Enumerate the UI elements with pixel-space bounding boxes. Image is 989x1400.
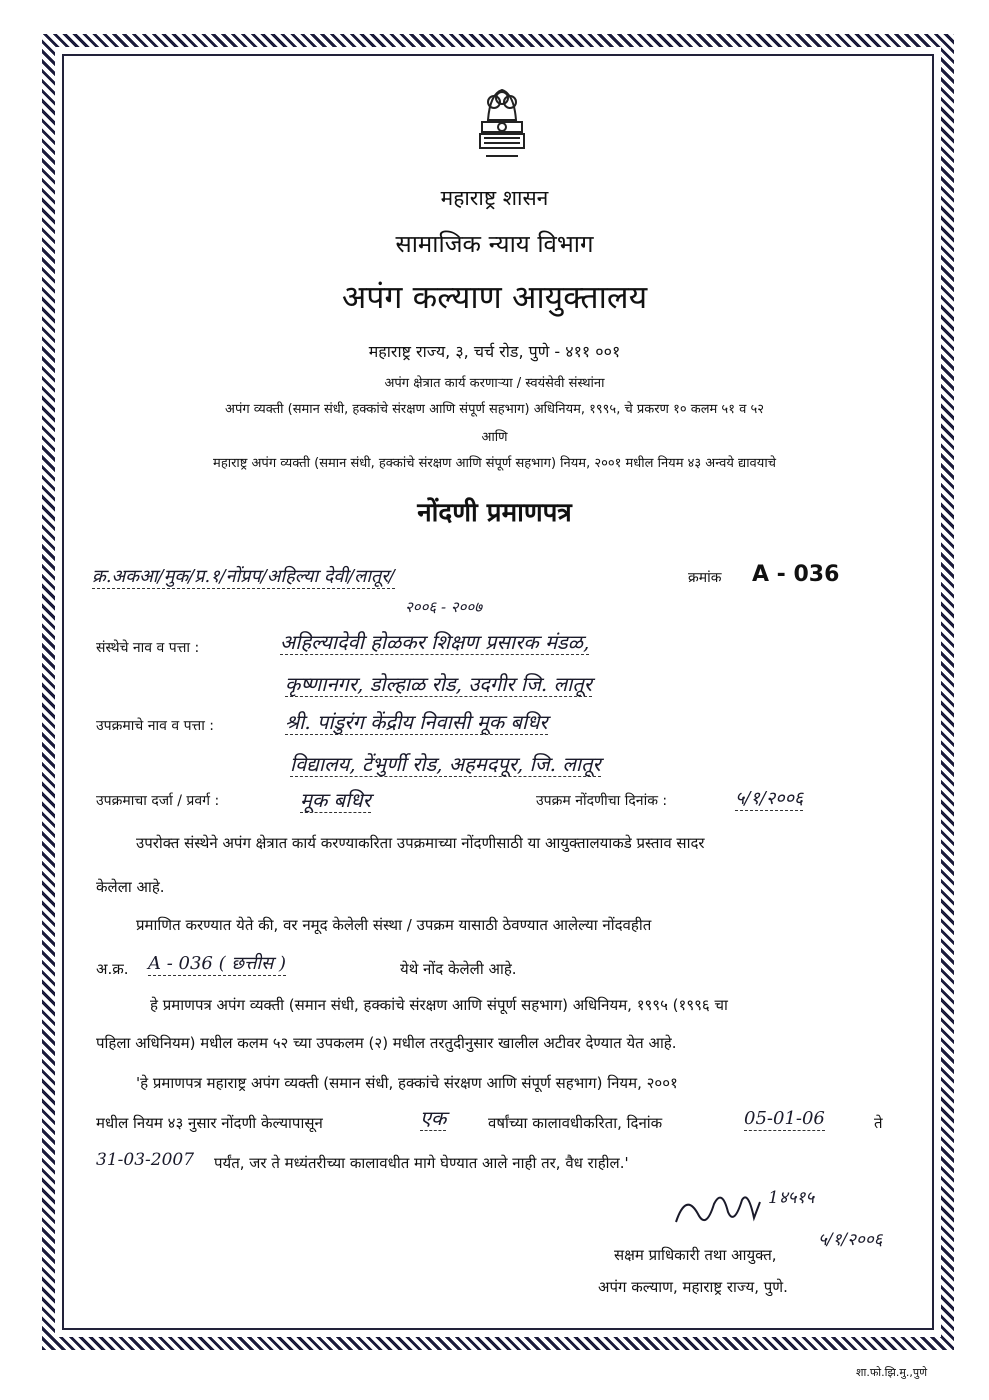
reference-number: क्र.अकआ/मुक/प्र.१/नोंप्रप/अहिल्या देवी/लातूर/ — [92, 566, 395, 587]
designation-line-2: अपंग कल्याण, महाराष्ट्र राज्य, पुणे. — [598, 1278, 788, 1296]
department-heading: सामाजिक न्याय विभाग — [395, 230, 594, 258]
designation-line-1: सक्षम प्राधिकारी तथा आयुक्त, — [614, 1246, 777, 1264]
paragraph-4-line-3: पर्यंत, जर ते मध्यंतरीच्या कालावधीत मागे घेण्यात आले नाही तर, वैध राहील.' — [214, 1154, 629, 1172]
national-emblem-icon — [470, 80, 534, 168]
paragraph-4-line-2-mid: वर्षांच्या कालावधीकरिता, दिनांक — [488, 1114, 663, 1132]
paragraph-3-line-2: पहिला अधिनियम) मधील कलम ५२ च्या उपकलम (२) मधील तरतुदीनुसार खालील अटीवर देण्यात येत आहे. — [96, 1034, 677, 1052]
paragraph-4-line-1: 'हे प्रमाणपत्र महाराष्ट्र अपंग व्यक्ती (समान संधी, हक्कांचे संरक्षण आणि संपूर्ण सहभाग) नियम, २००१ — [136, 1074, 678, 1092]
program-address: विद्यालय, टेंभुर्णी रोड, अहमदपूर, जि. लातूर — [290, 752, 601, 776]
preamble-line-3: आणि — [481, 430, 508, 445]
serial-label: क्रमांक — [688, 570, 722, 586]
validity-start-date: 05-01-06 — [744, 1108, 825, 1129]
office-heading: अपंग कल्याण आयुक्तालय — [341, 278, 648, 316]
paragraph-4-line-2-suffix: ते — [874, 1114, 883, 1132]
signature-note: 1४५१५ — [768, 1188, 815, 1208]
reference-year: २००६ - २००७ — [405, 598, 483, 616]
validity-end-date: 31-03-2007 — [96, 1150, 195, 1170]
registration-date-label: उपक्रम नोंदणीचा दिनांक : — [536, 793, 668, 809]
institution-label: संस्थेचे नाव व पत्ता : — [96, 640, 200, 656]
preamble-line-2: अपंग व्यक्ती (समान संधी, हक्कांचे संरक्षण आणि संपूर्ण सहभाग) अधिनियम, १९९५, चे प्रकरण १० कलम ५१ व ५२ — [225, 402, 764, 417]
paragraph-3-line-1: हे प्रमाणपत्र अपंग व्यक्ती (समान संधी, हक्कांचे संरक्षण आणि संपूर्ण सहभाग) अधिनियम, १९९५ (१९९६ चा — [150, 996, 728, 1014]
registration-date-value: ५/१/२००६ — [735, 788, 804, 809]
institution-name: अहिल्यादेवी होळकर शिक्षण प्रसारक मंडळ, — [280, 630, 590, 654]
serial-number: A - 036 — [752, 562, 840, 587]
validity-years: एक — [420, 1106, 447, 1130]
preamble-line-4: महाराष्ट्र अपंग व्यक्ती (समान संधी, हक्कांचे संरक्षण आणि संपूर्ण सहभाग) नियम, २००१ मधील नियम ४३ अन्वये द्यावयाचे — [213, 456, 776, 471]
category-value: मूक बधिर — [300, 788, 371, 812]
office-address: महाराष्ट्र राज्य, ३, चर्च रोड, पुणे - ४११ ००१ — [368, 342, 621, 361]
category-label: उपक्रमाचा दर्जा / प्रवर्ग : — [96, 793, 220, 809]
printer-imprint: शा.फो.झि.मु.,पुणे — [856, 1366, 928, 1379]
paragraph-2-line-1: प्रमाणित करण्यात येते की, वर नमूद केलेली संस्था / उपक्रम यासाठी ठेवण्यात आलेल्या नोंदवहीत — [136, 916, 652, 934]
certificate-title: नोंदणी प्रमाणपत्र — [417, 498, 572, 528]
paragraph-1-line-1: उपरोक्त संस्थेने अपंग क्षेत्रात कार्य करण्याकरिता उपक्रमाच्या नोंदणीसाठी या आयुक्तालयाकडे प्रस्ताव सादर — [136, 834, 705, 852]
paragraph-2-prefix: अ.क्र. — [96, 960, 129, 978]
institution-address: कृष्णानगर, डोल्हाळ रोड, उदगीर जि. लातूर — [285, 672, 592, 696]
paragraph-2-suffix: येथे नोंद केलेली आहे. — [400, 960, 517, 978]
register-entry-number: A - 036 ( छत्तीस ) — [148, 953, 286, 974]
preamble-line-1: अपंग क्षेत्रात कार्य करणाऱ्या / स्वयंसेवी संस्थांना — [384, 376, 605, 391]
paragraph-1-line-2: केलेला आहे. — [96, 878, 165, 896]
paragraph-4-line-2-prefix: मधील नियम ४३ नुसार नोंदणी केल्यापासून — [96, 1114, 323, 1132]
signature-date: ५/१/२००६ — [818, 1230, 883, 1250]
program-name: श्री. पांडुरंग केंद्रीय निवासी मूक बधिर — [285, 710, 548, 734]
government-heading: महाराष्ट्र शासन — [440, 186, 549, 210]
program-label: उपक्रमाचे नाव व पत्ता : — [96, 718, 214, 734]
